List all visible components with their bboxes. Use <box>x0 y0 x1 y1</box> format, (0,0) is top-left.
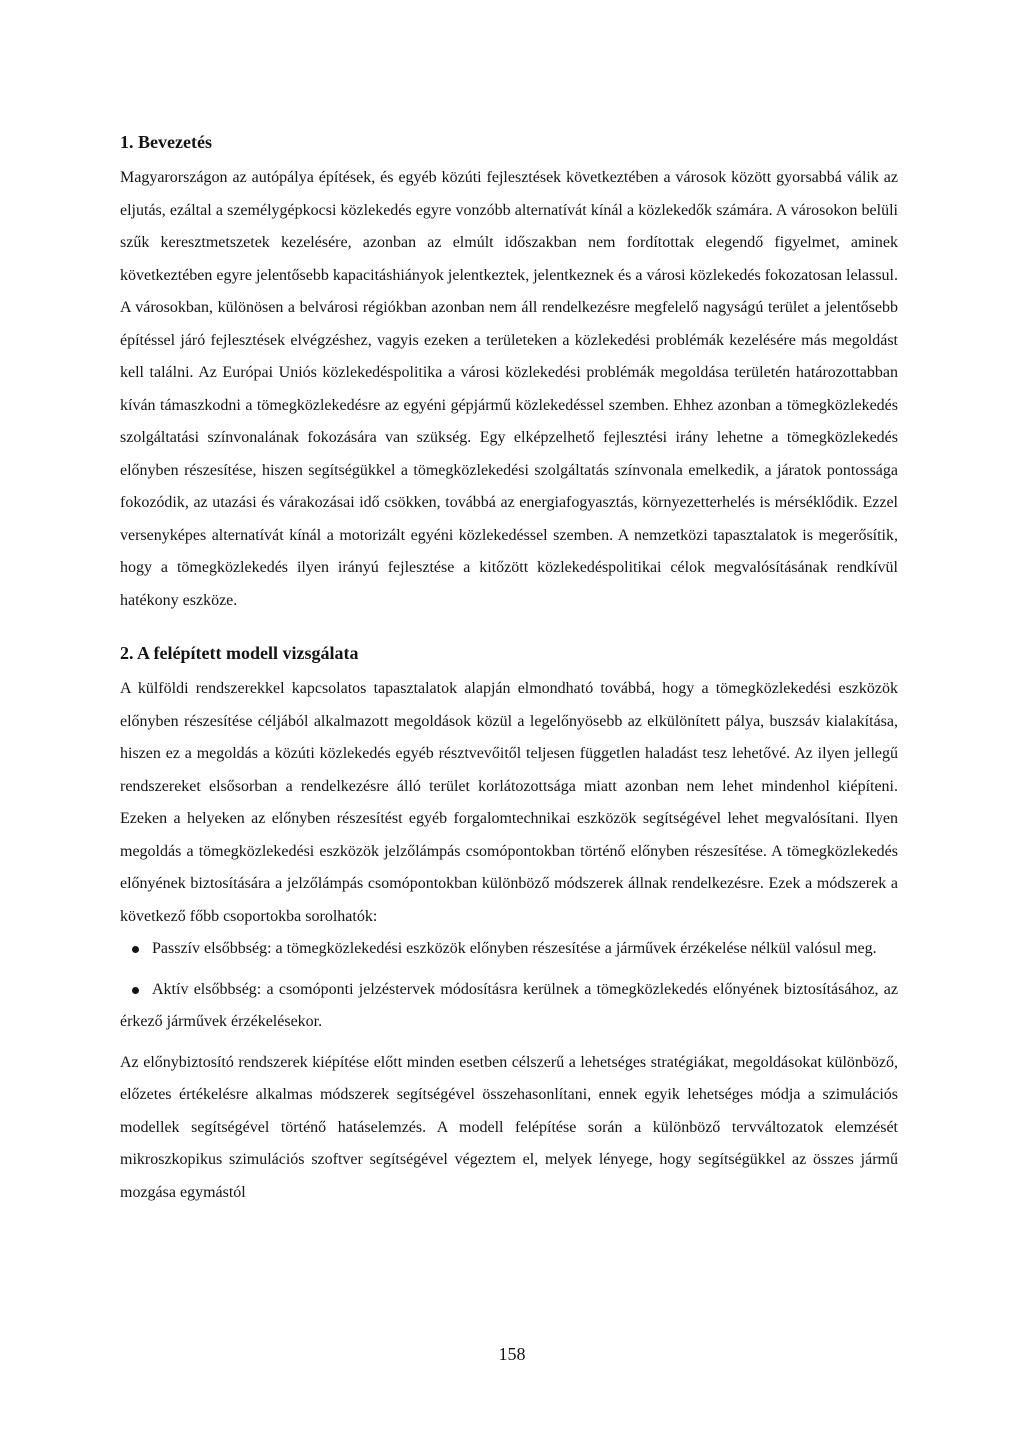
bullet-icon <box>132 946 139 953</box>
list-item-text: Aktív elsőbbség: a csomóponti jelzéstervek módosításra kerülnek a tömegközlekedés előnyének biztosításához, az érkező járművek érzékelésekor. <box>120 980 898 1030</box>
list-item-text: Passzív elsőbbség: a tömegközlekedési eszközök előnyben részesítése a járművek érzékelése nélkül valósul meg. <box>152 940 877 957</box>
bullet-icon <box>132 987 139 994</box>
section-heading-introduction: 1. Bevezetés <box>120 132 212 152</box>
model-analysis-paragraph-2: Az előnybiztosító rendszerek kiépítése előtt minden esetben célszerű a lehetséges stratégiákat, megoldásokat különböző, előzetes értékelésre alkalmas módszerek segítségével összehasonlítani, ennek egyik lehetséges módja a szimulációs modellek segítségével történő hatáselemzés. A modell felépítése során a különböző tervváltozatok elemzését mikroszkopikus szimulációs szoftver segítségével végeztem el, melyek lényege, hogy segítségükkel az összes jármű mozgása egymástól <box>120 1053 898 1201</box>
document-page <box>120 130 898 1209</box>
page-number: 158 <box>498 1344 526 1364</box>
model-analysis-paragraph-1: A külföldi rendszerekkel kapcsolatos tapasztalatok alapján elmondható továbbá, hogy a tömegközlekedési eszközök előnyben részesítése céljából alkalmazott megoldások közül a legelőnyösebb az elkülönített pálya, buszsáv kialakítása, hiszen ez a megoldás a közúti közlekedés egyéb résztvevőitől teljesen független haladást tesz lehetővé. Az ilyen jellegű rendszereket elsősorban a rendelkezésre álló terület korlátozottsága miatt azonban nem lehet mindenhol kiépíteni. Ezeken a helyeken az előnyben részesítést egyéb forgalomtechnikai eszközök segítségével lehet megvalósítani. Ilyen megoldás a tömegközlekedési eszközök jelzőlámpás csomópontokban történő előnyben részesítése. A tömegközlekedés előnyének biztosítására a jelzőlámpás csomópontokban különböző módszerek állnak rendelkezésre. Ezek a módszerek a következő főbb csoportokba sorolhatók: <box>120 680 898 925</box>
list-item-passive-priority <box>120 933 898 966</box>
section-heading-model-analysis: 2. A felépített modell vizsgálata <box>120 643 359 663</box>
priority-methods-list <box>120 933 898 1039</box>
introduction-paragraph: Magyarországon az autópálya építések, és egyéb közúti fejlesztések következtében a városok között gyorsabbá válik az eljutás, ezáltal a személygépkocsi közlekedés egyre vonzóbb alternatívát kínál a közlekedők számára. A városokon belüli szűk keresztmetszetek kezelésére, azonban az elmúlt időszakban nem fordítottak elegendő figyelmet, aminek következtében egyre jelentősebb kapacitáshiányok jelentkeztek, jelentkeznek és a városi közlekedés fokozatosan lelassul. A városokban, különösen a belvárosi régiókban azonban nem áll rendelkezésre megfelelő nagyságú terület a jelentősebb építéssel járó fejlesztések elvégzéshez, vagyis ezeken a területeken a közlekedési problémák kezelésére más megoldást kell találni. Az Európai Uniós közlekedéspolitika a városi közlekedési problémák megoldása területén határozottabban kíván támaszkodni a tömegközlekedésre az egyéni gépjármű közlekedéssel szemben. Ehhez azonban a tömegközlekedés szolgáltatási színvonalának fokozására van szükség. Egy elképzelhető fejlesztési irány lehetne a tömegközlekedés előnyben részesítése, hiszen segítségükkel a tömegközlekedési szolgáltatás színvonala emelkedik, a járatok pontossága fokozódik, az utazási és várakozásai idő csökken, továbbá az energiafogyasztás, környezetterhelés is mérséklődik. Ezzel versenyképes alternatívát kínál a motorizált egyéni közlekedéssel szemben. A nemzetközi tapasztalatok is megerősítik, hogy a tömegközlekedés ilyen irányú fejlesztése a kitőzött közlekedéspolitikai célok megvalósításának rendkívül hatékony eszköze. <box>120 169 898 609</box>
list-item-active-priority <box>120 974 898 1039</box>
